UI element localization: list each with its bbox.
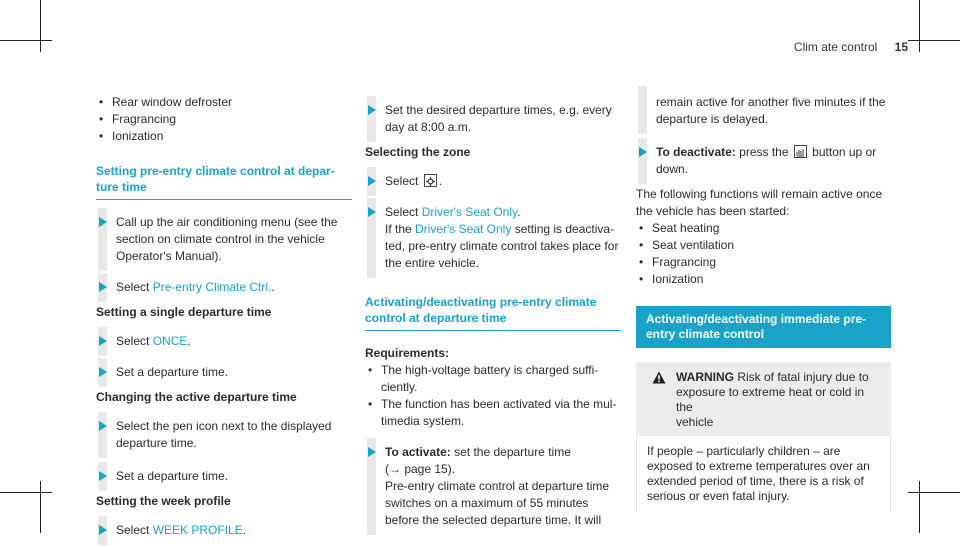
menu-option-link[interactable]: Driver's Seat Only <box>415 222 512 236</box>
subheading: Changing the active departure time <box>96 390 297 404</box>
zone-settings-icon[interactable] <box>424 174 437 187</box>
column-1 <box>96 94 352 547</box>
instruction-step: Select Driver's Seat Only. If the Driver's Seat Only setting is deactiva- ted, pre-entry climate control takes place for the entire vehicle. <box>365 204 621 272</box>
page-header <box>794 40 908 54</box>
instruction-step-continued: remain active for another five minutes if the departure is delayed. <box>636 94 891 128</box>
instruction-step: To activate: set the departure time (→ page 15). Pre-entry climate control at departure time switches on a maximum of 55 minutes before the selected departure time. It will <box>365 444 621 529</box>
requirements-label: Requirements: <box>365 346 450 360</box>
step-arrow-icon <box>367 204 377 220</box>
menu-option-link[interactable]: ONCE <box>152 334 188 348</box>
step-arrow-icon <box>367 444 377 460</box>
section-title: Clim ate control <box>793 40 878 54</box>
list-item: • Seat heating <box>636 220 891 237</box>
list-item: • Ionization <box>96 128 352 145</box>
crop-mark <box>919 481 920 533</box>
list-item: • Rear window defroster <box>96 94 352 111</box>
crop-mark <box>908 492 960 493</box>
instruction-step: Select the pen icon next to the displayed departure time. <box>96 418 352 452</box>
climate-button-icon[interactable] <box>794 145 807 158</box>
section-heading: Activating/deactivating pre-entry climate control at departure time <box>365 294 621 331</box>
menu-option-link[interactable]: Driver's Seat Only <box>421 205 518 219</box>
step-arrow-icon <box>98 418 108 434</box>
step-arrow-icon <box>98 522 108 538</box>
instruction-step: To deactivate: press the button up or down. <box>636 144 891 178</box>
crop-mark <box>0 40 52 41</box>
instruction-step: Set a departure time. <box>96 468 352 485</box>
step-arrow-icon <box>98 279 108 295</box>
crop-mark <box>908 40 960 41</box>
column-2 <box>365 94 621 537</box>
instruction-step: Select ONCE. <box>96 333 352 350</box>
instruction-step: Set the desired departure times, e.g. every day at 8:00 a.m. <box>365 102 621 136</box>
crop-mark <box>0 492 52 493</box>
instruction-step: Select WEEK PROFILE. <box>96 522 352 539</box>
page-number: 15 <box>894 40 908 54</box>
list-item: • Ionization <box>636 271 891 288</box>
menu-option-link[interactable]: Pre-entry Climate Ctrl. <box>152 280 272 294</box>
warning-box: WARNING Risk of fatal injury due to exposure to extreme heat or cold in the vehicle <box>636 362 891 436</box>
list-item: • Fragrancing <box>96 111 352 128</box>
menu-option-link[interactable]: WEEK PROFILE <box>152 523 243 537</box>
step-arrow-icon <box>367 102 377 118</box>
crop-mark <box>40 0 41 52</box>
instruction-step: Select Pre-entry Climate Ctrl.. <box>96 279 352 296</box>
step-arrow-icon <box>98 468 108 484</box>
crop-mark <box>919 0 920 52</box>
list-item: • The high-voltage battery is charged suffi- ciently. <box>365 362 621 396</box>
subheading: Setting the week profile <box>96 494 231 508</box>
section-banner: Activating/deactivating immediate pre- entry climate control <box>636 306 891 348</box>
page-reference[interactable]: (→ page 15). <box>385 462 456 476</box>
warning-body: If people – particularly children – are exposed to extreme temperatures over an extended period of time, there is a risk of serious or even fatal injury. <box>636 436 891 512</box>
step-arrow-icon <box>638 144 648 160</box>
step-arrow-icon <box>98 214 108 230</box>
warning-label: WARNING <box>676 370 734 384</box>
step-arrow-icon <box>98 333 108 349</box>
list-item: • The function has been activated via the mul- timedia system. <box>365 396 621 430</box>
instruction-step: Select . <box>365 173 621 190</box>
instruction-step: Set a departure time. <box>96 364 352 381</box>
step-arrow-icon <box>367 173 377 189</box>
subheading: Selecting the zone <box>365 145 471 159</box>
subheading: Setting a single departure time <box>96 305 272 319</box>
warning-triangle-icon <box>652 371 666 384</box>
list-item: • Fragrancing <box>636 254 891 271</box>
list-item: • Seat ventilation <box>636 237 891 254</box>
step-arrow-icon <box>98 364 108 380</box>
instruction-step: Call up the air conditioning menu (see the section on climate control in the vehicle Operator's Manual). <box>96 214 352 265</box>
section-heading: Setting pre-entry climate control at depar- ture time <box>96 163 352 200</box>
column-3: remain active for another five minutes if the departure is delayed. To deactivate: press the button up or down. The following functions will remain active once the vehicle has been started: • Seat heating • Seat ventilation • Fragrancing • Ionization Activating/deactivating immediate pre- entry climate control WARNING Risk of fatal injury due to exposure to extreme heat or cold in the vehicle If people – particularly children – are exposed to extreme temperatures over an extended period of time, there is a risk of serious or even fatal injury. <box>636 94 891 512</box>
crop-mark <box>40 481 41 533</box>
